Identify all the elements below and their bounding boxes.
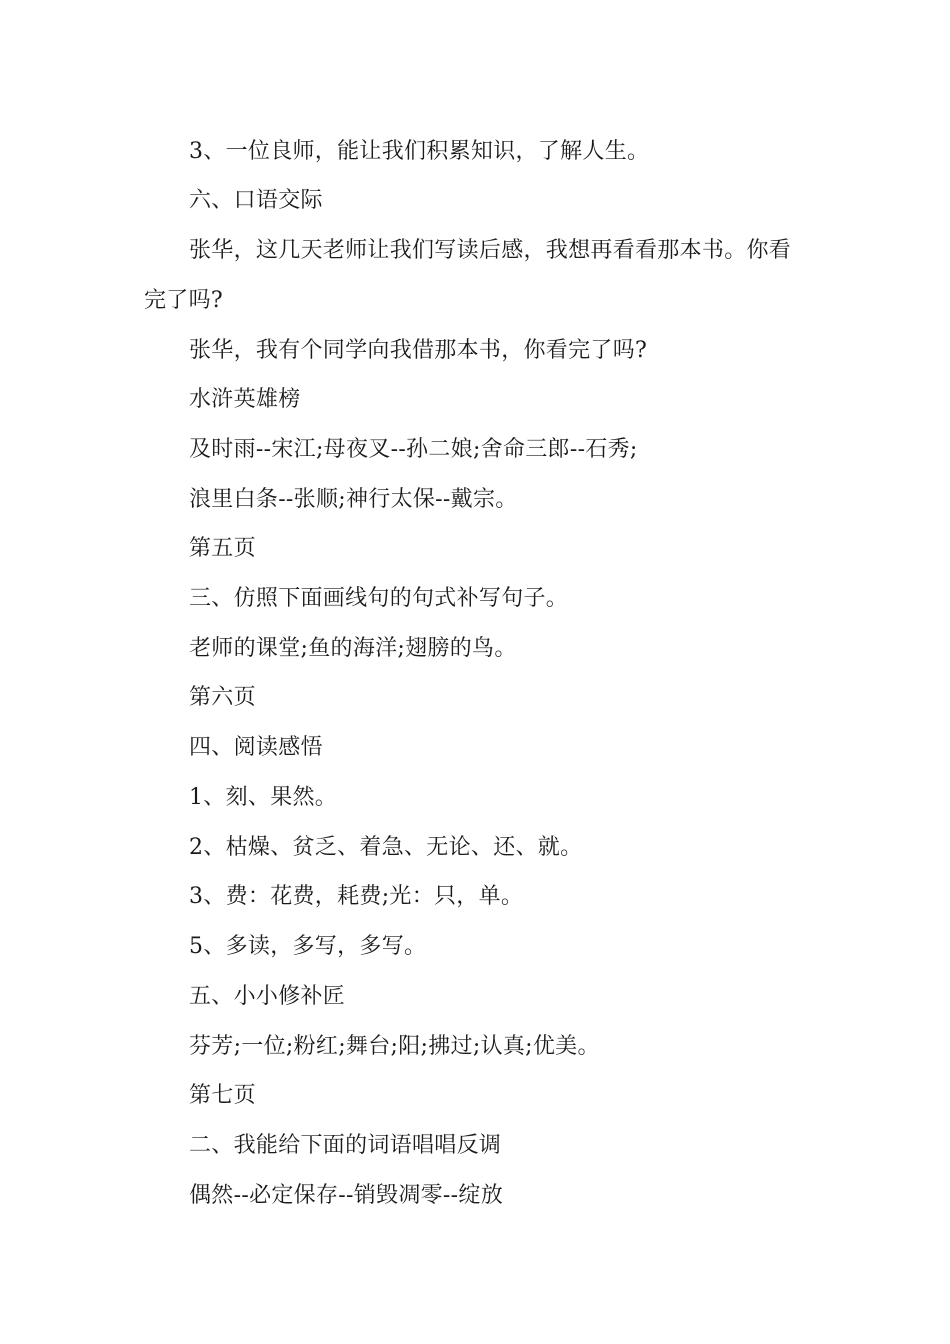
text-line-reading-2: 2、枯燥、贫乏、着急、无论、还、就。 <box>189 835 583 860</box>
page-heading-page-7: 第七页 <box>189 1083 256 1108</box>
text-line-heroes-1: 及时雨--宋江;母夜叉--孙二娘;舍命三郎--石秀; <box>189 437 638 462</box>
section-heading-little-repairer: 五、小小修补匠 <box>189 984 346 1009</box>
text-line-dialogue-1: 张华，这几天老师让我们写读后感，我想再看看那本书。你看 <box>189 238 792 263</box>
text-line-imitate-answer: 老师的课堂;鱼的海洋;翅膀的鸟。 <box>189 636 517 661</box>
page-heading-page-5: 第五页 <box>189 536 256 561</box>
text-line-dialogue-1-continued: 完了吗? <box>144 288 223 313</box>
text-line-heroes-2: 浪里白条--张顺;神行太保--戴宗。 <box>189 487 518 512</box>
text-line-dialogue-2: 张华，我有个同学向我借那本书，你看完了吗? <box>189 338 648 363</box>
section-heading-water-margin-heroes: 水浒英雄榜 <box>189 387 301 412</box>
section-heading-oral-communication: 六、口语交际 <box>189 188 323 213</box>
section-heading-imitate-sentences: 三、仿照下面画线句的句式补写句子。 <box>189 586 569 611</box>
text-line-reading-5: 5、多读，多写，多写。 <box>189 934 427 959</box>
text-line-answer-3-teacher: 3、一位良师，能让我们积累知识，了解人生。 <box>189 139 650 164</box>
section-heading-antonyms: 二、我能给下面的词语唱唱反调 <box>189 1133 502 1158</box>
section-heading-reading: 四、阅读感悟 <box>189 735 323 760</box>
page-heading-page-6: 第六页 <box>189 685 256 710</box>
text-line-reading-1: 1、刻、果然。 <box>189 785 338 810</box>
text-line-repair-answer: 芬芳;一位;粉红;舞台;阳;拂过;认真;优美。 <box>189 1034 600 1059</box>
text-line-antonyms-answer: 偶然--必定保存--销毁凋零--绽放 <box>189 1183 504 1208</box>
text-line-reading-3: 3、费：花费，耗费;光：只，单。 <box>189 884 524 909</box>
